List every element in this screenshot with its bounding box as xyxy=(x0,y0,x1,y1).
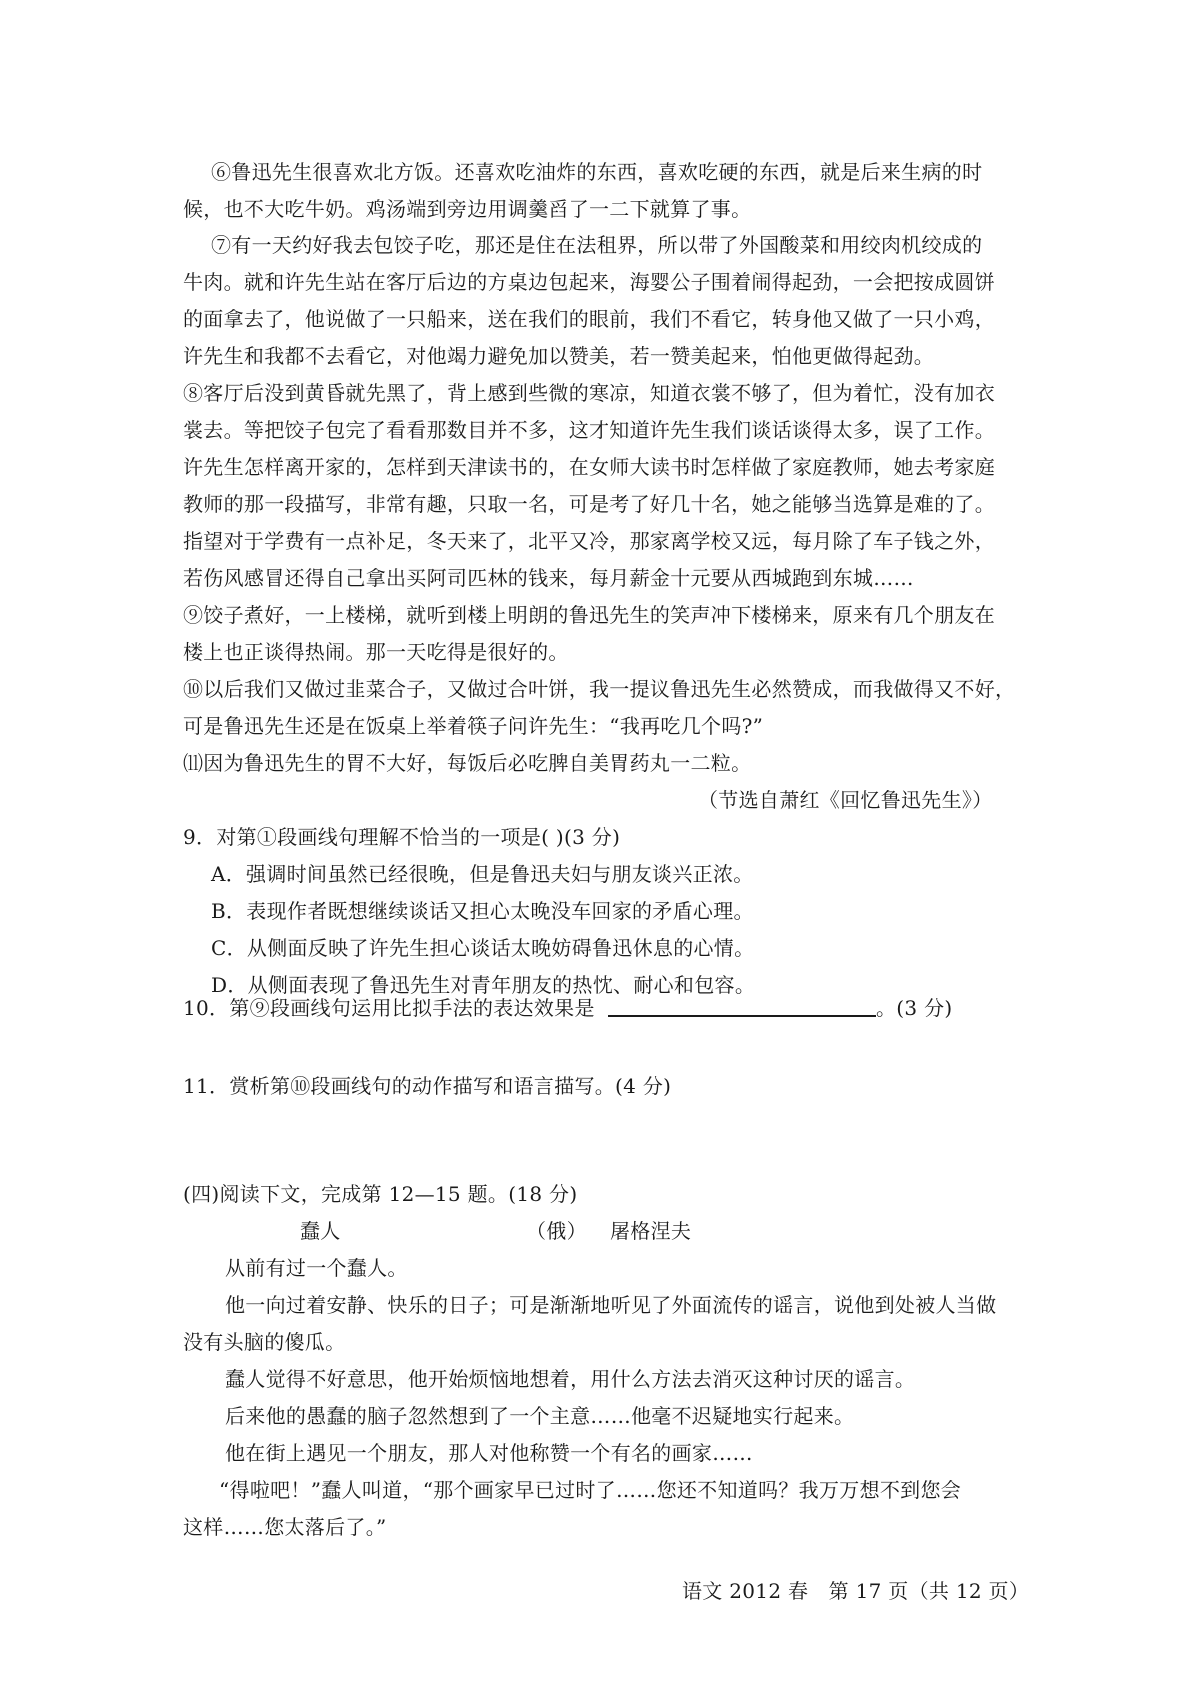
question-10-score: 。(3 分) xyxy=(876,996,953,1020)
paragraph-9-line-1: ⑨饺子煮好，一上楼梯，就听到楼上明朗的鲁迅先生的笑声冲下楼梯来，原来有几个朋友在 xyxy=(183,603,995,627)
author-name: 屠格涅夫 xyxy=(610,1219,692,1243)
paragraph-6-line-2: 候，也不大吃牛奶。鸡汤端到旁边用调羹舀了一二下就算了事。 xyxy=(183,197,752,221)
question-9: 9．对第①段画线句理解不恰当的一项是( )(3 分) xyxy=(183,825,621,849)
paragraph-8-line-5: 指望对于学费有一点补足，冬天来了，北平又冷，那家离学校又远，每月除了车子钱之外， xyxy=(183,529,995,553)
paragraph-7-line-1: ⑦有一天约好我去包饺子吃，那还是住在法租界，所以带了外国酸菜和用绞肉机绞成的 xyxy=(211,233,983,257)
paragraph-7-line-3: 的面拿去了，他说做了一只船来，送在我们的眼前，我们不看它，转身他又做了一只小鸡， xyxy=(183,307,995,331)
question-11: 11．赏析第⑩段画线句的动作描写和语言描写。(4 分) xyxy=(183,1074,672,1098)
question-9-option-c: C．从侧面反映了许先生担心谈话太晚妨碍鲁迅休息的心情。 xyxy=(211,936,755,960)
story-line-4: 蠢人觉得不好意思，他开始烦恼地想着，用什么方法去消灭这种讨厌的谣言。 xyxy=(225,1367,916,1391)
paragraph-11-line-1: ⑾因为鲁迅先生的胃不大好，每饭后必吃脾自美胃药丸一二粒。 xyxy=(183,751,752,775)
story-line-2: 他一向过着安静、快乐的日子；可是渐渐地听见了外面流传的谣言，说他到处被人当做 xyxy=(225,1293,997,1317)
author-nationality: （俄） xyxy=(526,1219,587,1243)
paragraph-9-line-2: 楼上也正谈得热闹。那一天吃得是很好的。 xyxy=(183,640,569,664)
story-line-3: 没有头脑的傻瓜。 xyxy=(183,1330,346,1354)
question-10-prompt: 10．第⑨段画线句运用比拟手法的表达效果是 xyxy=(183,996,595,1020)
paragraph-10-line-1: ⑩以后我们又做过韭菜合子，又做过合叶饼，我一提议鲁迅先生必然赞成，而我做得又不好， xyxy=(183,677,1016,701)
section-4-heading: (四)阅读下文，完成第 12—15 题。(18 分) xyxy=(183,1182,578,1206)
question-9-option-b: B．表现作者既想继续谈话又担心太晚没车回家的矛盾心理。 xyxy=(211,899,754,923)
paragraph-8-line-6: 若伤风感冒还得自己拿出买阿司匹林的钱来，每月薪金十元要从西城跑到东城…… xyxy=(183,566,914,590)
question-9-option-d: D．从侧面表现了鲁迅先生对青年朋友的热忱、耐心和包容。 xyxy=(211,973,756,997)
story-line-6: 他在街上遇见一个朋友，那人对他称赞一个有名的画家…… xyxy=(225,1441,753,1465)
story-line-1: 从前有过一个蠢人。 xyxy=(225,1256,408,1280)
page-footer: 语文 2012 春 第 17 页（共 12 页） xyxy=(682,1579,1030,1603)
story-line-7: “得啦吧！”蠢人叫道，“那个画家早已过时了……您还不知道吗？我万万想不到您会 xyxy=(219,1478,962,1502)
story-line-5: 后来他的愚蠢的脑子忽然想到了一个主意……他毫不迟疑地实行起来。 xyxy=(225,1404,855,1428)
paragraph-7-line-4: 许先生和我都不去看它，对他竭力避免加以赞美，若一赞美起来，怕他更做得起劲。 xyxy=(183,344,935,368)
story-title: 蠢人 xyxy=(300,1219,341,1243)
paragraph-8-line-2: 裳去。等把饺子包完了看看那数目并不多，这才知道许先生我们谈话谈得太多，误了工作。 xyxy=(183,418,995,442)
question-10-answer-blank[interactable] xyxy=(608,1015,876,1017)
paragraph-6-line-1: ⑥鲁迅先生很喜欢北方饭。还喜欢吃油炸的东西，喜欢吃硬的东西，就是后来生病的时 xyxy=(211,160,983,184)
question-9-option-a: A．强调时间虽然已经很晚，但是鲁迅夫妇与朋友谈兴正浓。 xyxy=(211,862,754,886)
story-line-8: 这样……您太落后了。” xyxy=(183,1515,387,1539)
paragraph-7-line-2: 牛肉。就和许先生站在客厅后边的方桌边包起来，海婴公子围着闹得起劲，一会把按成圆饼 xyxy=(183,270,995,294)
paragraph-10-line-2: 可是鲁迅先生还是在饭桌上举着筷子问许先生：“我再吃几个吗?” xyxy=(183,714,764,738)
paragraph-8-line-4: 教师的那一段描写，非常有趣，只取一名，可是考了好几十名，她之能够当选算是难的了。 xyxy=(183,492,995,516)
passage-source: （节选自萧红《回忆鲁迅先生》） xyxy=(698,788,993,812)
paragraph-8-line-1: ⑧客厅后没到黄昏就先黑了，背上感到些微的寒凉，知道衣裳不够了，但为着忙，没有加衣 xyxy=(183,381,995,405)
paragraph-8-line-3: 许先生怎样离开家的，怎样到天津读书的，在女师大读书时怎样做了家庭教师，她去考家庭 xyxy=(183,455,995,479)
